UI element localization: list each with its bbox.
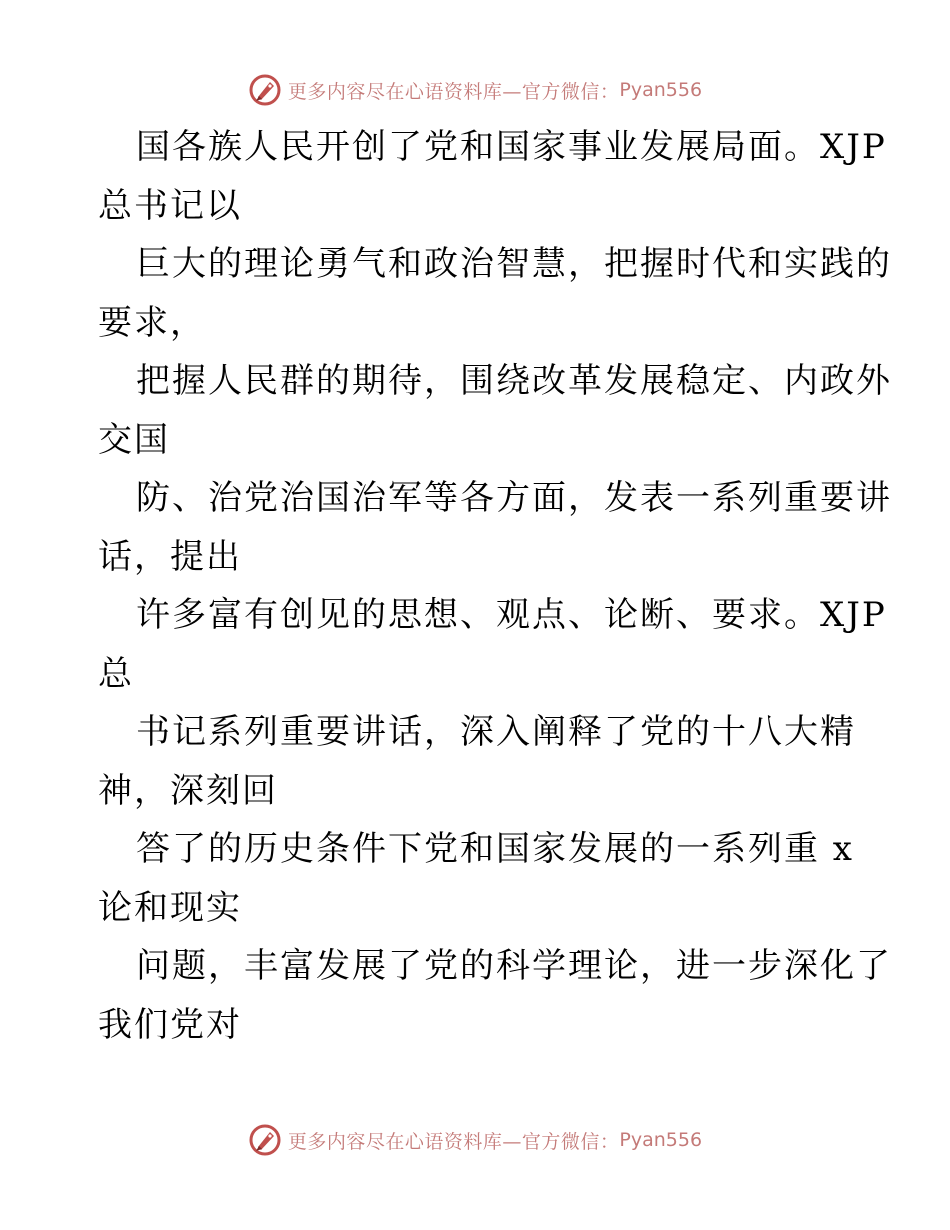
text-line: 问题，丰富发展了党的科学理论，进一步深化了 (136, 946, 892, 986)
text-line: 要求， (98, 302, 206, 343)
text-line: 交国 (98, 419, 170, 460)
text-line: 防、治党治国治军等各方面，发表一系列重要讲 (136, 478, 892, 518)
document-body (98, 118, 892, 1054)
footer-watermark (0, 1120, 950, 1160)
text-line: 答了的历史条件下党和国家发展的一系列重 x (136, 829, 854, 869)
pen-nib-logo-icon (248, 1123, 282, 1157)
text-line: 书记系列重要讲话，深入阐释了党的十八大精 (136, 712, 856, 752)
text-line: 总书记以 (98, 185, 242, 226)
text-line: 许多富有创见的思想、观点、论断、要求。XJP (136, 595, 887, 635)
watermark-wechat-id: Pyan556 (619, 1129, 703, 1151)
watermark-text: 更多内容尽在心语资料库—官方微信： (287, 1130, 620, 1153)
text-line: 总 (98, 653, 134, 694)
watermark-text: 更多内容尽在心语资料库—官方微信： (287, 80, 620, 103)
text-line: 论和现实 (98, 887, 242, 928)
watermark-wechat-id: Pyan556 (619, 79, 703, 101)
text-line: 巨大的理论勇气和政治智慧，把握时代和实践的 (136, 244, 892, 284)
text-line: 话，提出 (98, 536, 242, 577)
text-line: 国各族人民开创了党和国家事业发展局面。XJP (136, 127, 887, 167)
text-line: 神，深刻回 (98, 770, 278, 811)
text-line: 把握人民群的期待，围绕改革发展稳定、内政外 (136, 361, 892, 401)
header-watermark (0, 70, 950, 110)
text-line: 我们党对 (98, 1004, 242, 1045)
pen-nib-logo-icon (248, 73, 282, 107)
